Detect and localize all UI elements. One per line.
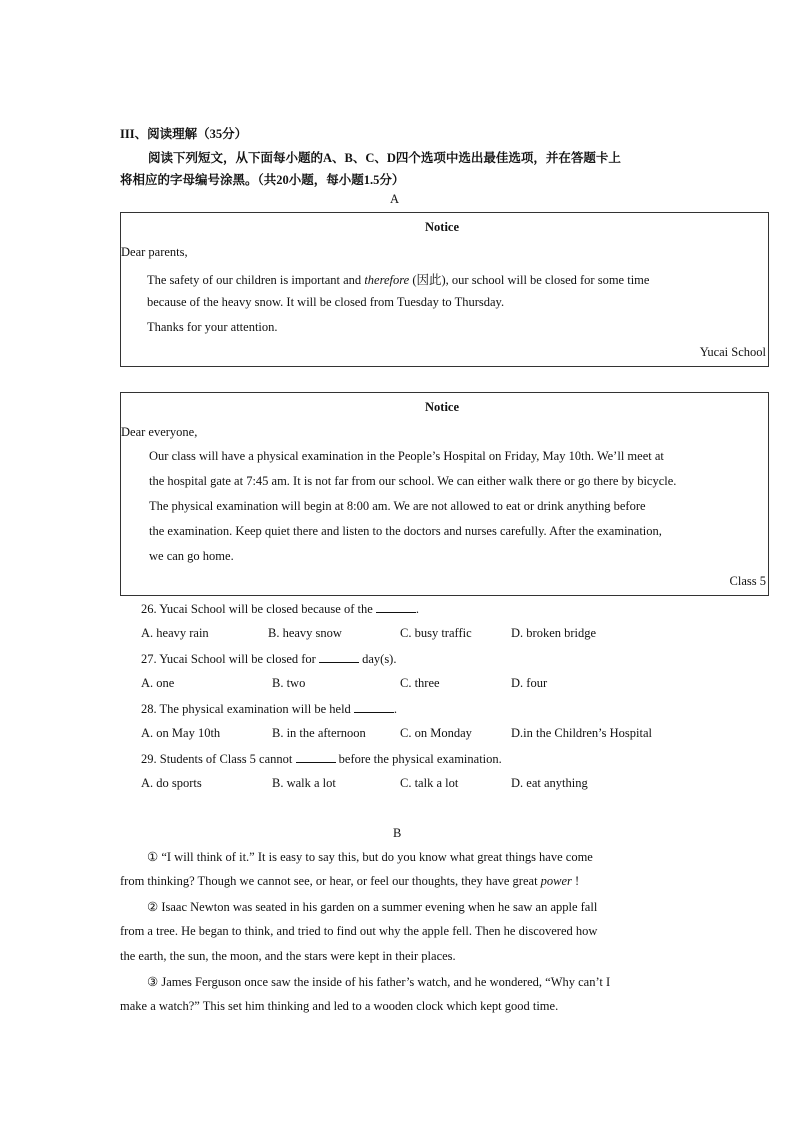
q28-option-b: B. in the afternoon <box>272 726 366 740</box>
notice-2-line-5: we can go home. <box>149 549 234 563</box>
notice-box-2 <box>120 392 769 596</box>
passage-b-p2-line-1: ② Isaac Newton was seated in his garden on a summer evening when he saw an apple fall <box>147 900 598 914</box>
passage-b-p3-line-2: make a watch?” This set him thinking and led to a wooden clock which kept good time. <box>120 999 559 1013</box>
passage-b-p1-line-1: ① “I will think of it.” It is easy to say this, but do you know what great things have come <box>147 850 593 864</box>
notice-1-line-3: Thanks for your attention. <box>147 320 278 334</box>
notice-2-signature: Class 5 <box>729 574 766 588</box>
passage-b-p1-line-2: from thinking? Though we cannot see, or hear, or feel our thoughts, they have great power ! <box>120 874 580 888</box>
notice-2-line-2: the hospital gate at 7:45 am. It is not far from our school. We can either walk there or go there by bicycle. <box>149 474 677 488</box>
notice-1-signature: Yucai School <box>699 345 766 359</box>
notice-1-line-1: The safety of our children is important and therefore (因此), our school will be closed for some time <box>147 273 650 287</box>
section-heading: III、阅读理解（35分） <box>120 127 248 141</box>
notice-2-line-1: Our class will have a physical examination in the People’s Hospital on Friday, May 10th. We’ll meet at <box>149 449 664 463</box>
notice-2-title: Notice <box>425 400 460 414</box>
q29-option-d: D. eat anything <box>511 776 588 790</box>
passage-a-label: A <box>390 192 400 206</box>
instruction-line-2: 将相应的字母编号涂黑。（共20小题，每小题1.5分） <box>120 173 405 187</box>
q26-option-a: A. heavy rain <box>141 626 209 640</box>
question-29-stem: 29. Students of Class 5 cannot before the physical examination. <box>141 752 502 766</box>
q28-option-d: D.in the Children’s Hospital <box>511 726 652 740</box>
q29-option-b: B. walk a lot <box>272 776 336 790</box>
q28-option-c: C. on Monday <box>400 726 472 740</box>
notice-1-line-2: because of the heavy snow. It will be closed from Tuesday to Thursday. <box>147 295 505 309</box>
notice-2-line-3: The physical examination will begin at 8:00 am. We are not allowed to eat or drink anything before <box>149 499 646 513</box>
instruction-line-1: 阅读下列短文，从下面每小题的A、B、C、D四个选项中选出最佳选项，并在答题卡上 <box>148 151 621 165</box>
notice-box-1 <box>120 212 769 367</box>
q27-option-d: D. four <box>511 676 548 690</box>
passage-b-p2-line-2: from a tree. He began to think, and tried to find out why the apple fell. Then he discovered how <box>120 924 598 938</box>
q26-option-c: C. busy traffic <box>400 626 472 640</box>
passage-b-p3-line-1: ③ James Ferguson once saw the inside of his father’s watch, and he wondered, “Why can’t I <box>147 975 611 989</box>
q28-option-a: A. on May 10th <box>141 726 221 740</box>
notice-1-title: Notice <box>425 220 460 234</box>
q27-option-c: C. three <box>400 676 440 690</box>
q26-option-d: D. broken bridge <box>511 626 597 640</box>
notice-2-greeting: Dear everyone, <box>121 425 198 439</box>
q27-option-b: B. two <box>272 676 306 690</box>
passage-b-p2-line-3: the earth, the sun, the moon, and the stars were kept in their places. <box>120 949 456 963</box>
q27-option-a: A. one <box>141 676 175 690</box>
notice-2-line-4: the examination. Keep quiet there and listen to the doctors and nurses carefully. After the examination, <box>149 524 662 538</box>
q29-option-c: C. talk a lot <box>400 776 459 790</box>
question-27-stem: 27. Yucai School will be closed for day(s). <box>141 652 397 666</box>
question-28-stem: 28. The physical examination will be held . <box>141 702 398 716</box>
q29-option-a: A. do sports <box>141 776 202 790</box>
passage-b-label: B <box>393 826 402 840</box>
notice-1-greeting: Dear parents, <box>121 245 188 259</box>
q26-option-b: B. heavy snow <box>268 626 342 640</box>
question-26-stem: 26. Yucai School will be closed because of the . <box>141 602 420 616</box>
